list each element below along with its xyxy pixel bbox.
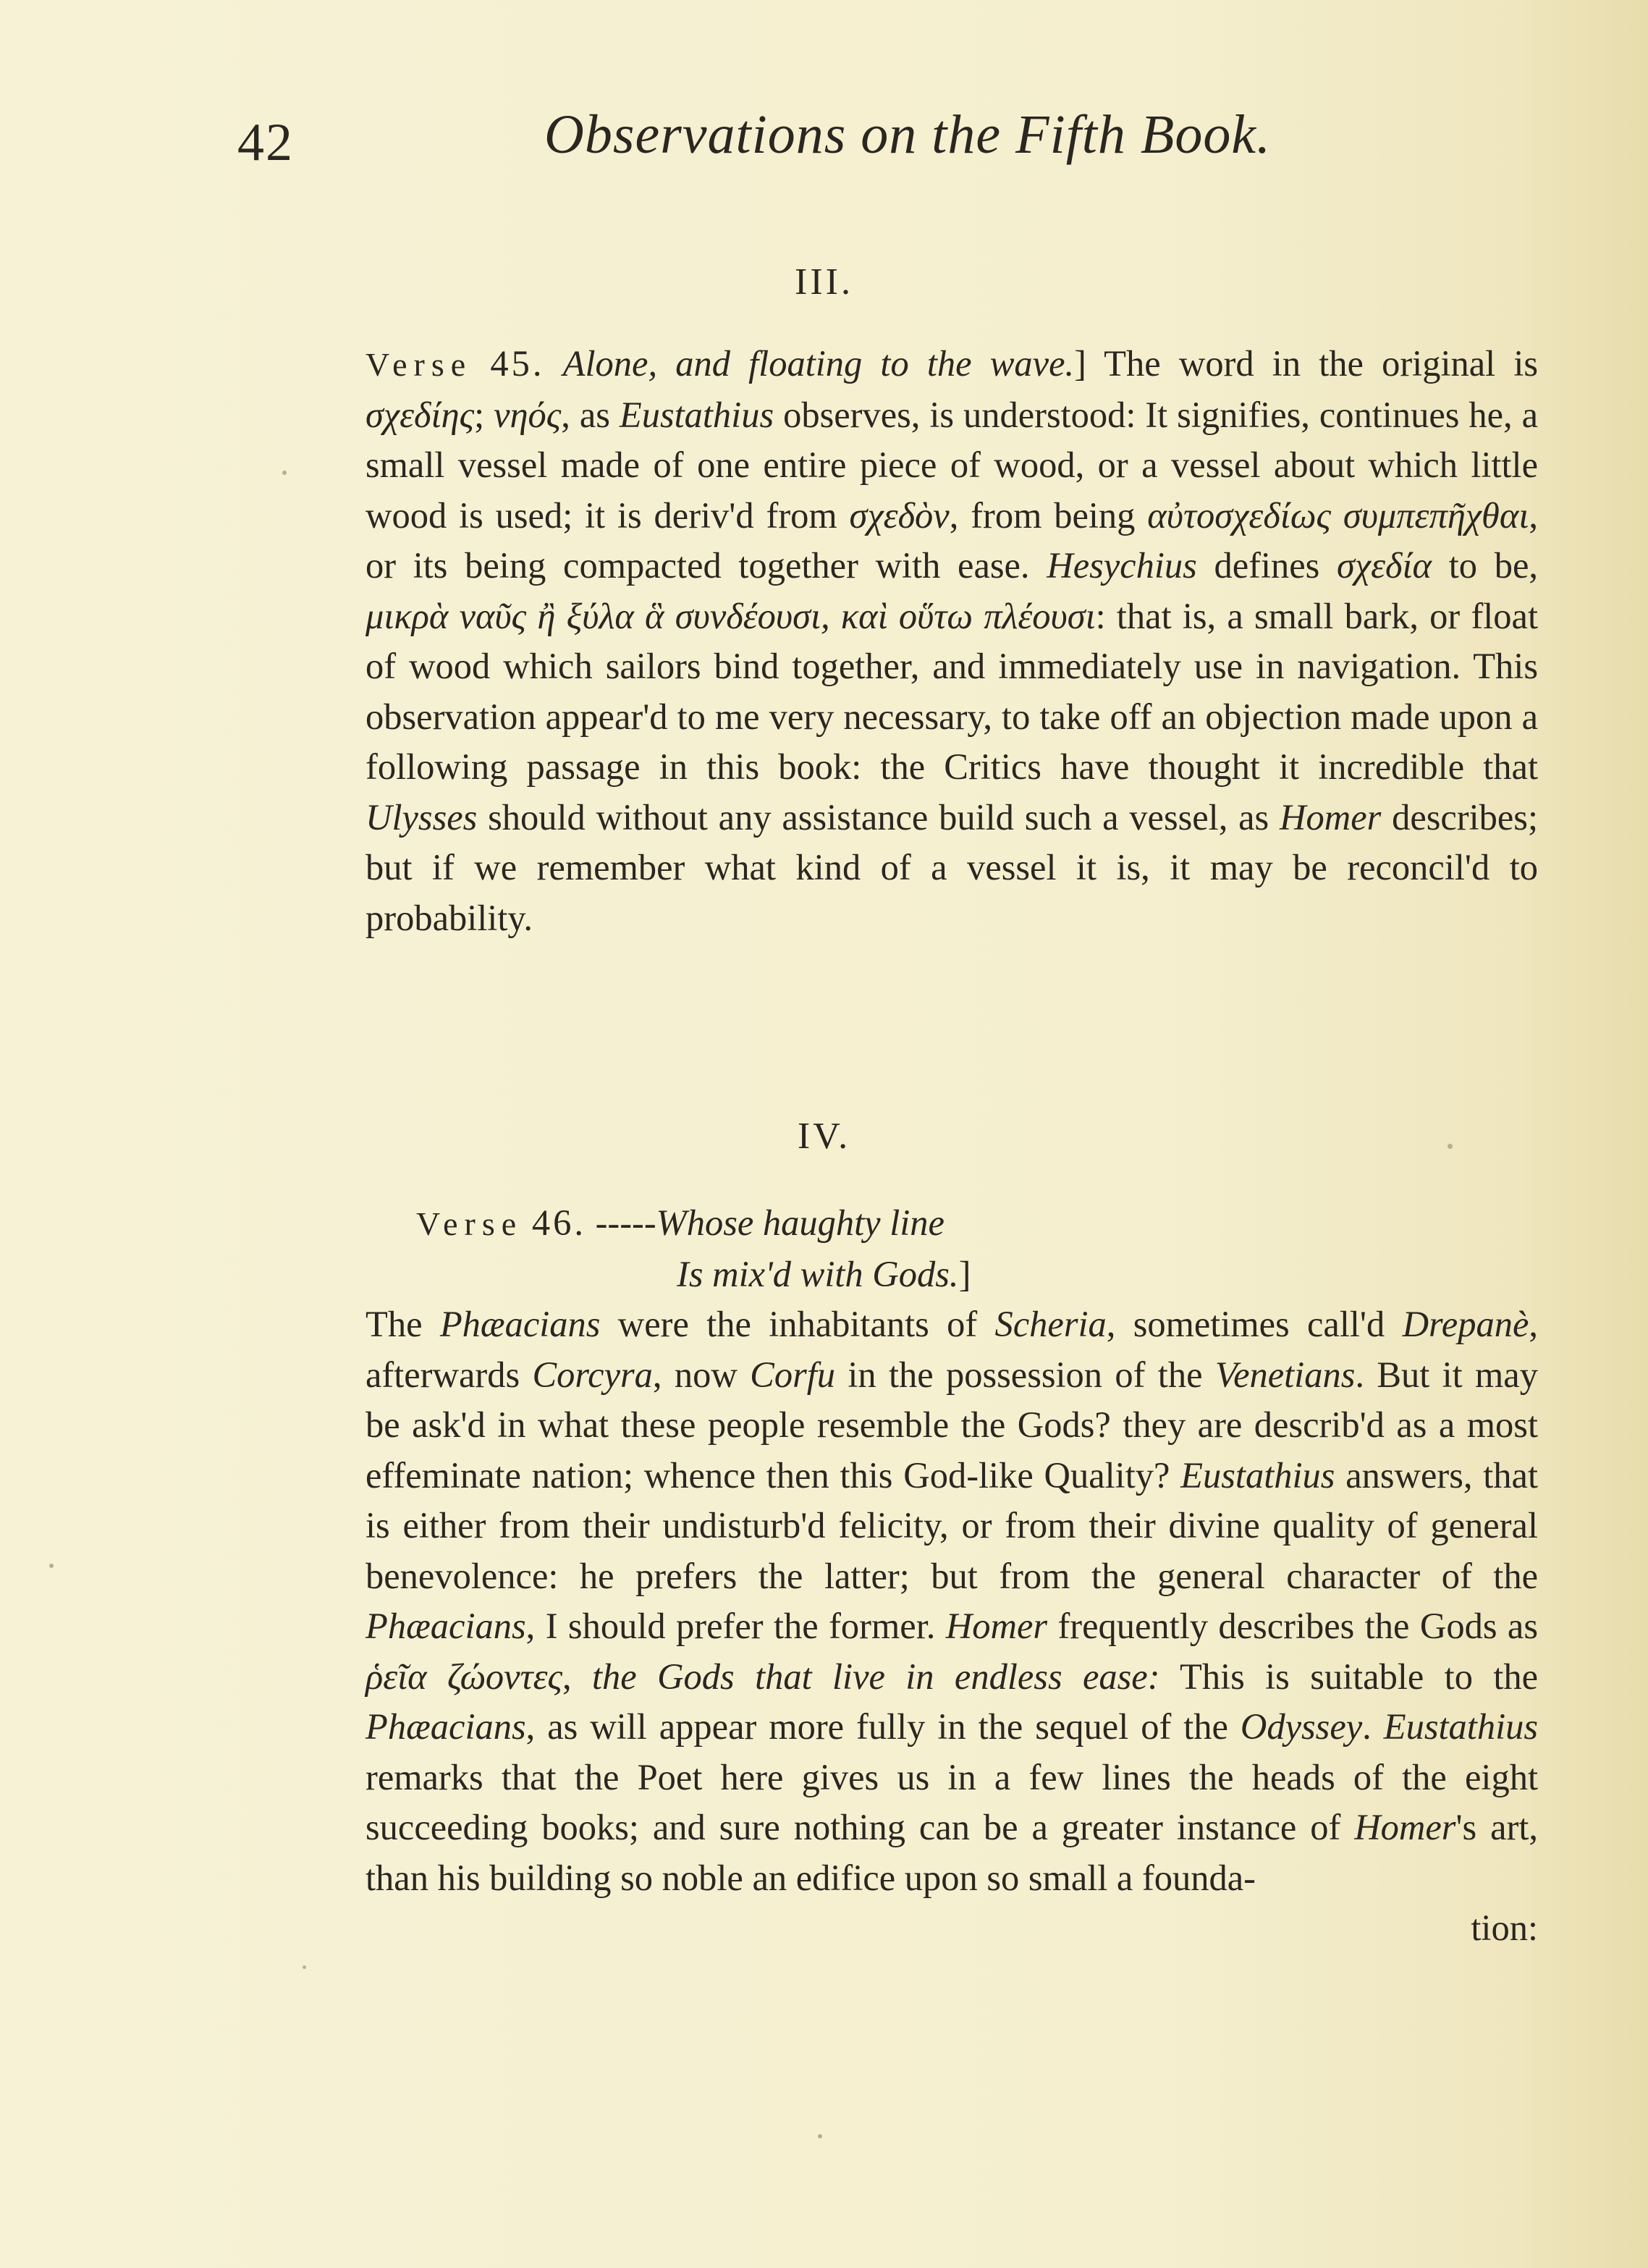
text-run: : that is, a small bark, or float of wood which sailors bind together, and immediately use in navigation. This observation appear'd to me very necessary, to take off an objection made upon a following passage in this book: the Critics have thought it incredible that <box>365 595 1538 787</box>
text-run: , now <box>652 1354 751 1395</box>
lemma-line-2 <box>365 1249 1538 1300</box>
text-run: , as <box>561 394 620 435</box>
text-run: , or its being compacted together with ease. <box>365 494 1538 586</box>
final-catchword-line: tion: <box>1471 1907 1538 1948</box>
greek-term: αὐτοσχεδίως συμπεπῆχθαι <box>1147 494 1529 536</box>
text-run: This is suitable to the <box>1159 1656 1539 1697</box>
proper-name: Phæacians <box>365 1606 526 1646</box>
text-run: . <box>1362 1706 1384 1747</box>
proper-name: Hesychius <box>1047 545 1197 586</box>
greek-term: ῥεῖα ζώοντες <box>365 1656 562 1697</box>
text-run: were the inhabitants of <box>600 1304 995 1344</box>
text-run: . But it may be ask'd in what these people resemble the Gods? they are describ'd as a most effeminate nation; whence then this God-like Quality? <box>365 1354 1538 1496</box>
proper-name: Homer <box>1354 1807 1456 1847</box>
text-run: , <box>562 1656 592 1697</box>
text-run: remarks that the Poet here gives us in a few lines the heads of the eight succeeding books; and sure nothing can be a greater instance of <box>365 1756 1538 1847</box>
text-run: to be, <box>1432 545 1538 586</box>
text-run: The word in the original is <box>1086 343 1539 384</box>
text-run: frequently describes the Gods as <box>1047 1606 1538 1646</box>
paper-speck <box>303 1965 306 1969</box>
running-title: Observations on the Fifth Book. <box>544 104 1272 165</box>
paper-speck <box>818 2134 822 2138</box>
text-run: , sometimes call'd <box>1106 1304 1403 1344</box>
proper-name: Phæacians <box>365 1706 526 1747</box>
text-run: , as will appear more fully in the sequel of the <box>525 1706 1241 1747</box>
paper-speck <box>49 1564 54 1568</box>
text-run: ; <box>474 394 494 435</box>
lemma-bracket: ] <box>958 1253 971 1294</box>
greek-term: μικρὰ ναῦς ἢ ξύλα ἃ συνδέουσι, καὶ οὕτω πλέουσι <box>365 595 1096 636</box>
page-header <box>0 0 1648 188</box>
verse-label: Verse <box>365 346 473 383</box>
verse-label: Verse <box>416 1205 523 1242</box>
proper-name: Homer <box>945 1606 1048 1646</box>
text-run: , I should prefer the former. <box>525 1606 946 1646</box>
lemma-bracket: ] <box>1074 343 1086 384</box>
proper-name: Corcyra <box>532 1354 653 1395</box>
lemma-line-1: -----Whose haughty line <box>595 1202 945 1243</box>
lemma-line-2-text: Is mix'd with Gods. <box>677 1253 959 1294</box>
proper-name: Corfu <box>750 1354 836 1395</box>
proper-name: Drepanè <box>1402 1304 1529 1344</box>
greek-term: σχεδία <box>1337 545 1432 586</box>
greek-term: νηός <box>494 394 562 435</box>
note-verse-45 <box>365 339 1538 943</box>
section-numeral-iv: IV. <box>797 1116 851 1157</box>
italic-gloss: the Gods that live in endless ease: <box>592 1656 1160 1697</box>
paper-speck <box>1448 1144 1453 1149</box>
proper-name: Eustathius <box>1180 1454 1335 1496</box>
verse-number: 46. <box>531 1202 586 1243</box>
note-verse-46 <box>365 1198 1538 1954</box>
proper-name: Ulysses <box>365 796 478 838</box>
text-run: , from being <box>949 494 1148 536</box>
page-number: 42 <box>237 113 294 172</box>
text-run: The <box>365 1304 440 1344</box>
text-run: in the possession of the <box>835 1354 1215 1395</box>
greek-term: σχεδίης <box>365 394 475 435</box>
proper-name: Eustathius <box>619 394 774 435</box>
text-run: defines <box>1196 545 1337 586</box>
proper-name: Phæacians <box>439 1304 601 1344</box>
verse-number: 45. <box>490 343 545 384</box>
text-run: answers, that is either from their undisturb'd felicity, or from their divine quality of general benevolence: he prefers the latter; but from the general character of the <box>365 1454 1538 1596</box>
section-numeral-iii: III. <box>795 261 853 303</box>
proper-name: Homer <box>1280 796 1382 838</box>
text-run: should without any assistance build such a vessel, as <box>477 796 1280 838</box>
text-run: observes, is understood: It signifies, continues he, a small vessel made of one entire piece of wood, or a vessel about which little wood is used; it is deriv'd from <box>365 394 1538 536</box>
text-run: describes; but if we remember what kind of a vessel it is, it may be reconcil'd to probability. <box>365 796 1538 938</box>
lemma: Alone, and floating to the wave. <box>562 343 1075 384</box>
text-run: 's art, than his building so noble an edifice upon so small a founda- <box>365 1807 1538 1898</box>
greek-term: σχεδὸν <box>849 494 950 536</box>
paper-speck <box>282 471 287 475</box>
proper-name: Eustathius <box>1383 1706 1539 1747</box>
proper-name: Venetians <box>1214 1354 1356 1395</box>
proper-name: Scheria <box>994 1304 1107 1344</box>
text-run: , afterwards <box>365 1304 1539 1395</box>
proper-name: Odyssey <box>1240 1706 1363 1747</box>
